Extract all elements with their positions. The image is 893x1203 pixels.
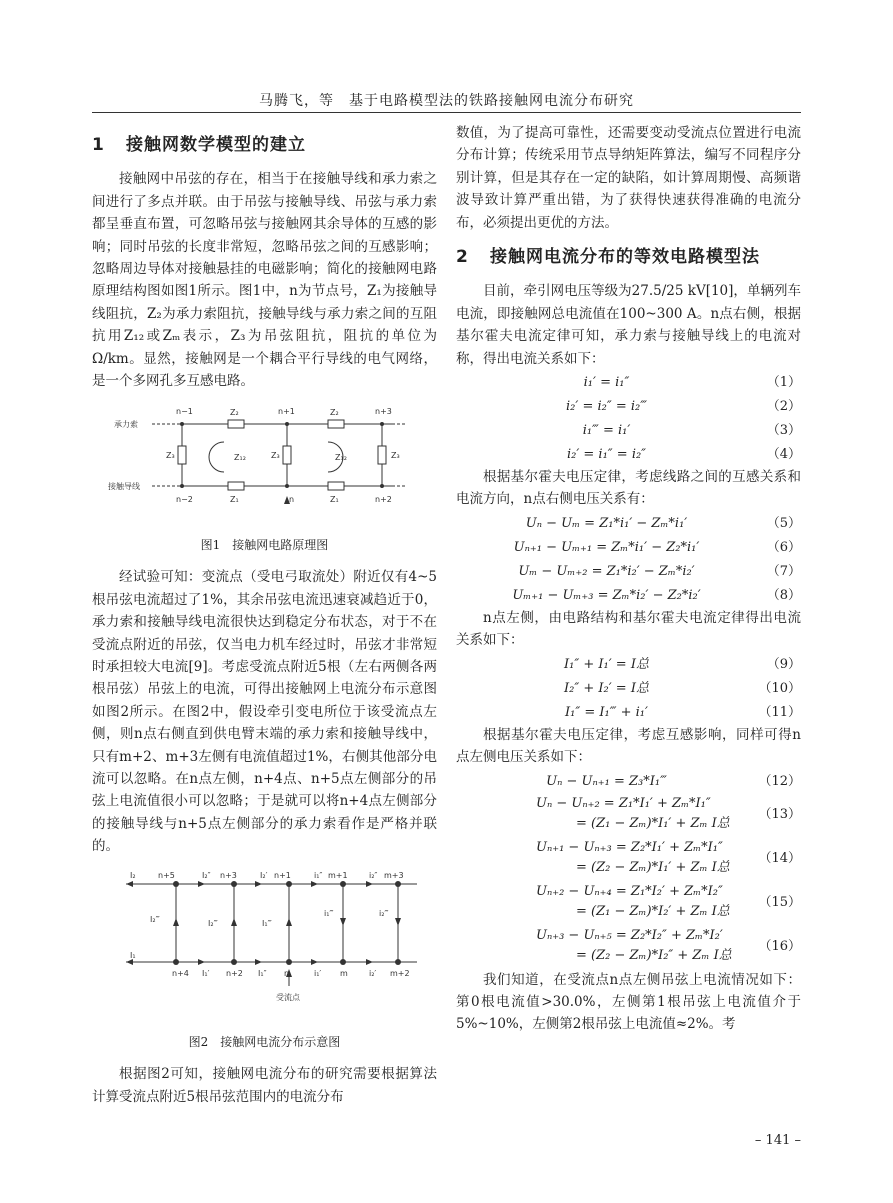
- running-header: 马腾飞，等 基于电路模型法的铁路接触网电流分布研究: [259, 93, 634, 109]
- section-1-heading: [92, 134, 437, 156]
- impedance-label: Z₂: [330, 408, 339, 418]
- impedance-label: Z₁: [230, 495, 239, 505]
- section-number: 2: [456, 247, 469, 268]
- equation: Uₘ − Uₘ₊₂ = Z₁*i₂′ − Zₘ*i₂′ （7）: [518, 563, 801, 579]
- equation: Uₙ − Uₙ₊₂ = Z₁*I₁′ + Zₘ*I₁″ = (Z₁ − Zₘ)*I₁′ + Zₘ I总 （13）: [536, 795, 801, 831]
- equation: i₂′ = i₂″ = i₂‴ （2）: [566, 399, 801, 415]
- current-label: I₂: [130, 870, 136, 880]
- section-number: 1: [92, 135, 105, 155]
- equation: Uₙ − Uₘ = Z₁*i₁′ − Zₘ*i₁′ （5）: [525, 515, 801, 531]
- equation: I₁″ + I₁′ = I总 （9）: [564, 656, 801, 672]
- node-label: n+1: [274, 870, 291, 880]
- node-label: n: [284, 968, 290, 978]
- current-label: i₂′: [369, 968, 377, 978]
- equation: Uₙ₊₂ − Uₙ₊₄ = Z₁*I₂′ + Zₘ*I₂″ = (Z₁ − Zₘ)*I₂′ + Zₘ I总 （15）: [536, 883, 801, 919]
- impedance-label: Z₃: [271, 451, 280, 461]
- paragraph: n点左侧，由电路结构和基尔霍夫电流定律得出电流关系如下：: [456, 609, 801, 649]
- figure-1: [92, 400, 437, 529]
- node-label: m+1: [328, 870, 348, 880]
- equation: Uₙ₊₃ − Uₙ₊₅ = Z₂*I₂″ + Zₘ*I₂′ = (Z₂ − Zₘ)*I₂″ + Zₘ I总 （16）: [536, 927, 801, 963]
- header-rule: [92, 112, 801, 113]
- node-label: m+3: [384, 870, 404, 880]
- figure-2: [92, 866, 437, 1027]
- current-label: I₂′: [260, 870, 268, 880]
- impedance-label: Z₃: [166, 451, 175, 461]
- paragraph: 我们知道，在受流点n点左侧吊弦上电流情况如下：第0根电流值>30.0%，左侧第1根吊弦上电流值介于5%~10%，左侧第2根吊弦上电流值≈2%。考: [456, 971, 801, 1033]
- figure-1-caption: 图1 接触网电路原理图: [200, 537, 329, 552]
- section-title: 接触网电流分布的等效电路模型法: [490, 247, 760, 268]
- node-label: n−2: [176, 495, 193, 505]
- flow-point-label: 受流点: [276, 992, 300, 1002]
- current-label: I₂‴: [208, 918, 218, 928]
- current-label: I₂″: [202, 870, 211, 880]
- node-label: n+4: [172, 968, 189, 978]
- circuit-diagram: [92, 400, 437, 522]
- section-2-heading: [456, 246, 801, 268]
- node-label: n+3: [375, 407, 392, 417]
- figure-2-caption: 图2 接触网电流分布示意图: [188, 1034, 341, 1049]
- paragraph: 根据基尔霍夫电压定律，考虑线路之间的互感关系和电流方向，n点右侧电压关系有：: [456, 469, 801, 508]
- current-label: I₁′: [202, 968, 210, 978]
- current-label: i₁‴: [324, 908, 334, 918]
- paragraph: 根据图2可知，接触网电流分布的研究需要根据算法计算受流点附近5根吊弦范围内的电流分布: [92, 1066, 437, 1105]
- node-label: n+5: [158, 870, 175, 880]
- current-distribution-diagram: [92, 866, 437, 1020]
- node-label: n+1: [278, 407, 295, 417]
- section-title: 接触网数学模型的建立: [126, 135, 306, 155]
- equation: i₂′ = i₁″ = i₂″ （4）: [566, 447, 801, 463]
- paragraph: 经试验可知：变流点（受电弓取流处）附近仅有4~5根吊弦电流超过了1%，其余吊弦电流迅速衰减趋近于0，承力索和接触导线电流很快达到稳定分布状态，对于不在受流点附近的吊弦，仅当电力机车经过时，吊弦才非常短时承担较大电流[9]。考虑受流点附近5根（左右两侧各两根吊弦）吊弦上的电流，可得出接触网上电流分布示意图如图2所示。在图2中，假设牵引变电所位于该受流点左侧，则n点右侧直到供电臂末端的承力索和接触导线中，只有m+2、m+3左侧有电流值超过1%，右侧其他部分电流可以忽略。在n点左侧，n+4点、n+5点左侧部分的吊弦上电流值很小可以忽略；于是就可以将n+4点左侧部分的接触导线与n+5点左侧部分的承力索看作是严格并联的。: [92, 569, 437, 855]
- node-label: n+2: [375, 495, 392, 505]
- impedance-label: Z₃: [391, 451, 400, 461]
- equation: I₁″ = I₁‴ + i₁′ （11）: [565, 704, 801, 720]
- current-label: I₂‴: [150, 914, 160, 924]
- left-column: [92, 122, 437, 1108]
- equation: Uₙ₊₁ − Uₙ₊₃ = Z₂*I₁′ + Zₘ*I₁″ = (Z₂ − Zₘ)*I₁′ + Zₘ I总 （14）: [536, 839, 801, 875]
- current-label: i₂‴: [379, 908, 389, 918]
- node-label: n: [289, 495, 295, 505]
- node-label: m: [340, 968, 348, 978]
- current-label: i₂″: [369, 870, 378, 880]
- current-label: I₁″: [258, 968, 267, 978]
- impedance-label: Z₂: [230, 408, 239, 418]
- node-label: n+3: [220, 870, 237, 880]
- current-label: I₁‴: [262, 918, 272, 928]
- equation: Uₙ₊₁ − Uₘ₊₁ = Zₘ*i₁′ − Z₂*i₁′ （6）: [513, 539, 801, 555]
- equation: i₁′ = i₁″ （1）: [583, 375, 801, 391]
- equation: i₁‴ = i₁′ （3）: [582, 423, 801, 439]
- paragraph: 目前，牵引网电压等级为27.5/25 kV[10]，单辆列车电流，即接触网总电流值在100~300 A。n点右侧，根据基尔霍夫电流定律可知，承力索与接触导线上的电流对称，得出电流关系如下：: [456, 283, 801, 367]
- impedance-label: Z₁: [330, 495, 339, 505]
- current-label: I₁: [130, 950, 136, 960]
- node-label: n+2: [226, 968, 243, 978]
- label-messenger-wire: 承力索: [114, 420, 138, 430]
- current-label: i₁″: [314, 870, 323, 880]
- node-label: m+2: [390, 968, 410, 978]
- current-label: i₁′: [314, 968, 322, 978]
- mutual-impedance-label: Z₁₂: [335, 453, 347, 463]
- mutual-impedance-label: Z₁₂: [234, 453, 246, 463]
- label-contact-wire: 接触导线: [108, 482, 140, 492]
- paragraph: 接触网中吊弦的存在，相当于在接触导线和承力索之间进行了多点并联。由于吊弦与接触导线、吊弦与承力索都呈垂直布置，可忽略吊弦与接触网其余导体的互感的影响；同时吊弦的长度非常短，忽略吊弦之间的互感影响；忽略周边导体对接触悬挂的电磁影响；简化的接触网电路原理结构图如图1所示。图1中，n为节点号，Z₁为接触导线阻抗，Z₂为承力索阻抗，接触导线与承力索之间的互阻抗用Z₁₂或Zₘ表示，Z₃为吊弦阻抗，阻抗的单位为Ω/km。显然，接触网是一个耦合平行导线的电气网络，是一个多网孔多互感电路。: [92, 171, 437, 390]
- equation: I₂″ + I₂′ = I总 （10）: [564, 680, 801, 696]
- equation: Uₙ − Uₙ₊₁ = Z₃*I₁‴ （12）: [546, 773, 801, 789]
- paragraph: 根据基尔霍夫电压定律，考虑互感影响，同样可得n点左侧电压关系如下：: [456, 726, 801, 766]
- node-label: n−1: [176, 407, 193, 417]
- right-column: [456, 122, 801, 1036]
- paragraph: 数值，为了提高可靠性，还需要变动受流点位置进行电流分布计算；传统采用节点导纳矩阵算法，编写不同程序分别计算，但是其存在一定的缺陷，如计算周期慢、高频谐波导致计算严重出错，为了获得快速获得准确的电流分布，必须提出更优的方法。: [456, 125, 801, 231]
- equation: Uₘ₊₁ − Uₘ₊₃ = Zₘ*i₂′ − Z₂*i₂′ （8）: [512, 587, 801, 603]
- page-number: – 141 –: [754, 1133, 801, 1148]
